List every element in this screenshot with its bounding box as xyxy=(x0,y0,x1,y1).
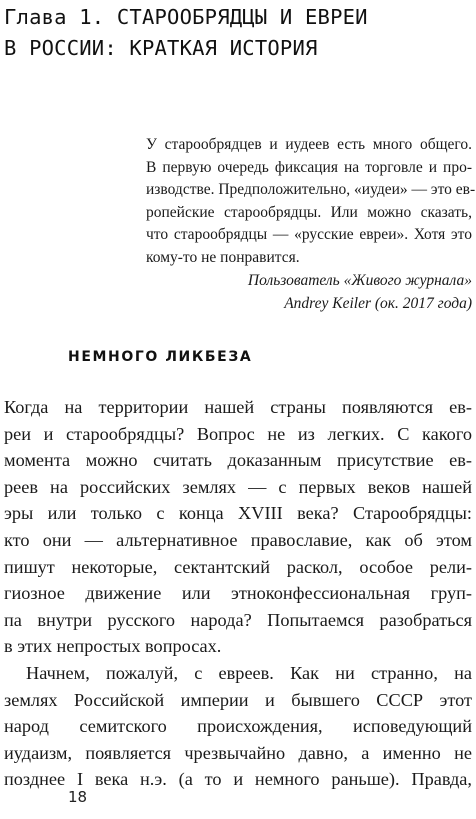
paragraph-line: Когда на территории нашей страны появляются ев- xyxy=(4,397,472,417)
chapter-title-line: Глава 1. СТАРООБРЯДЦЫ И ЕВРЕИ xyxy=(4,5,368,29)
section-heading: НЕМНОГО ЛИКБЕЗА xyxy=(68,349,253,365)
paragraph-line: пишут некоторые, сектантский раскол, особое рели- xyxy=(4,556,472,577)
attribution-source: Пользователь «Живого журнала» xyxy=(247,272,472,289)
body-text xyxy=(4,394,472,793)
epigraph-attribution xyxy=(146,270,472,315)
paragraph-line: реев на российских землях — с первых веков нашей xyxy=(4,476,472,497)
chapter-title xyxy=(4,2,472,64)
attribution-author: Andrey Keiler (ок. 2017 года) xyxy=(284,294,472,312)
chapter-title-line: В РОССИИ: КРАТКАЯ ИСТОРИЯ xyxy=(4,36,318,60)
epigraph-line: кому-то не понравится. xyxy=(146,248,300,266)
paragraph-line: Начнем, пожалуй, с евреев. Как ни странно, на xyxy=(26,662,472,683)
paragraph-line: эры или только с конца XVIII века? Старообрядцы: xyxy=(4,503,472,524)
page-number: 18 xyxy=(68,788,88,806)
paragraph-line: реи и старообрядцы? Вопрос не из легких. С какого xyxy=(4,423,472,444)
epigraph-line: У старообрядцев и иудеев есть много общего. xyxy=(146,136,472,153)
paragraph-line: па внутри русского народа? Попытаемся разобраться xyxy=(4,609,472,630)
epigraph xyxy=(146,134,476,270)
paragraph-line: кто они — альтернативное православие, как об этом xyxy=(4,529,472,550)
paragraph-line: в этих непростых вопросах. xyxy=(4,636,222,657)
epigraph-line: что старообрядцы — «русские евреи». Хотя это xyxy=(146,226,472,244)
paragraph-line: народ семитского происхождения, исповедующий xyxy=(4,716,472,737)
paragraph-line: позднее I века н.э. (а то и немного раньше). Правда, xyxy=(4,769,472,790)
paragraph-line: иудаизм, появляется чрезвычайно давно, а именно не xyxy=(4,742,472,763)
epigraph-line: В первую очередь фиксация на торговле и про- xyxy=(146,158,472,176)
paragraph-line: момента можно считать доказанным присутствие ев- xyxy=(4,450,472,471)
paragraph-line: гиозное движение или этноконфессиональная груп- xyxy=(4,583,472,604)
paragraph-line: землях Российской империи и бывшего СССР этот xyxy=(4,689,472,710)
epigraph-line: ропейские старообрядцы. Или можно сказать, xyxy=(146,203,472,221)
epigraph-line: изводстве. Предположительно, «иудеи» — это ев- xyxy=(146,181,476,199)
